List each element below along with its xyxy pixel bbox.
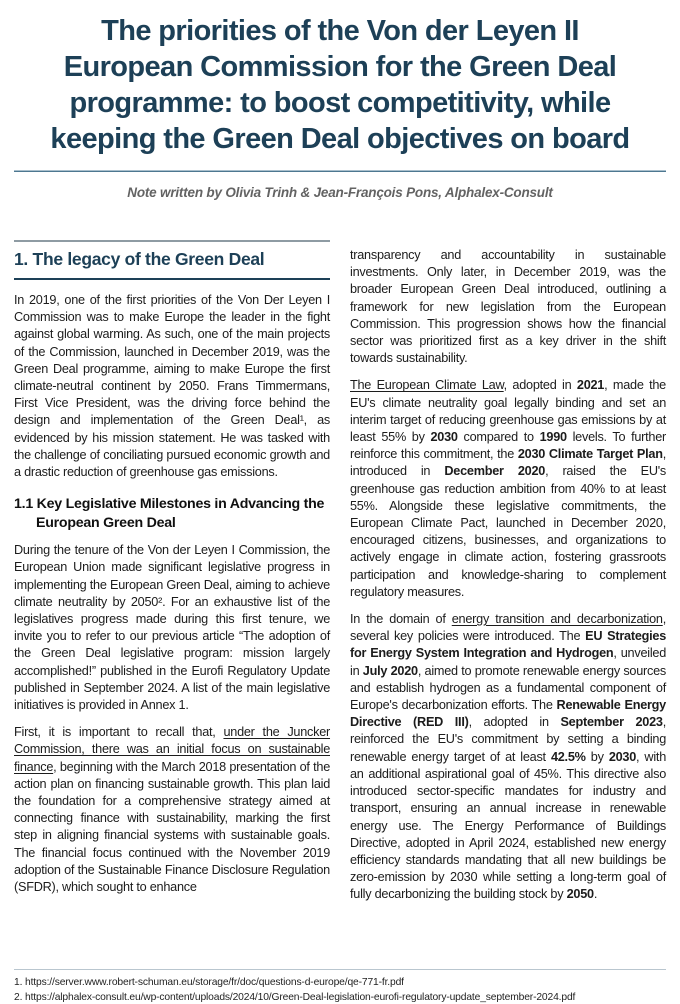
right-column [350,240,666,914]
paragraph-juncker-finance: First, it is important to recall that, under the Juncker Commission, there was an initial focus on sustainable finance, beginning with the March 2018 presentation of the action plan on financing sustainable growth. This plan laid the foundation for a comprehensive strategy aimed at connecting finance with sustainability, marking the first step in aligning financial systems with sustainable goals. The financial focus continued with the November 2019 adoption of the Sustainable Finance Disclosure Regulation (SFDR), which sought to enhance [14,725,331,895]
footnotes [14,966,666,1004]
paragraph-transparency: transparency and accountability in sustainable investments. Only later, in December 2019, was the broader European Green Deal introduced, outlining a framework for new legislation from the European Commission. This progression shows how the financial sector was prioritized first as a key driver in the shift towards sustainability. [350,248,666,366]
page-title-line: keeping the Green Deal objectives on board [50,123,630,155]
page-title [12,13,668,157]
heading-bottom-rule [14,278,330,280]
section-heading-block [14,240,330,280]
section-heading: 1. The legacy of the Green Deal [14,249,265,269]
subsection-heading: 1.1 Key Legislative Milestones in Advancing the European Green Deal [14,496,325,532]
title-divider [14,170,666,172]
page-title-line: programme: to boost competitivity, while [69,87,611,119]
byline: Note written by Olivia Trinh & Jean-François Pons, Alphalex-Consult [127,185,553,200]
page-title-line: European Commission for the Green Deal [63,51,617,83]
paragraph-energy-transition: In the domain of energy transition and decarbonization, several key policies were introduced. The EU Strategies for Energy System Integration and Hydrogen, unveiled in July 2020, aimed to promote renewable energy sources and establish hydrogen as a fundamental component of Europe's decarbonization efforts. The Renewable Energy Directive (RED III), adopted in September 2023, reinforced the EU's commitment by setting a binding renewable energy target of at least 42.5% by 2030, with an additional aspirational goal of 45%. This directive also introduced sector-specific mandates for industry and transport, ensuring an annual increase in renewable energy use. The Energy Performance of Buildings Directive, adopted in April 2024, established new energy efficiency standards mandating that all new buildings be zero-emission by 2030 while setting a long-term goal of fully decarbonizing the building stock by 2050. [350,612,667,902]
two-column-layout [14,240,666,914]
footnote-1: 1. https://server.www.robert-schuman.eu/storage/fr/doc/questions-d-europe/qe-771-fr.pdf [14,977,404,988]
paragraph-legacy-intro: In 2019, one of the first priorities of the Von Der Leyen I Commission was to make Europe the leader in the fight against global warming. As such, one of the main projects of the Commission, launched in December 2019, was the Green Deal programme, aiming to make Europe the first climate-neutral continent by 2050. Frans Timmermans, First Vice President, was the driving force behind the design and implementation of the Green Deal¹, as evidenced by his mission statement. He was tasked with the challenge of conciliating pursued economic growth and a drastic reduction of greenhouse gas emissions. [14,293,330,480]
paragraph-climate-law: The European Climate Law, adopted in 2021, made the EU's climate neutrality goal legally binding and set an interim target of reducing greenhouse gas emissions by at least 55% by 2030 compared to 1990 levels. To further reinforce this commitment, the 2030 Climate Target Plan, introduced in December 2020, raised the EU's greenhouse gas reduction ambition from 40% to at least 55%. Alongside these legislative commitments, the European Climate Pact, launched in December 2020, encouraged citizens, businesses, and organizations to actively engage in climate action, fostering grassroots participation and knowledge-sharing to complement regulatory measures. [350,378,667,599]
page-title-line: The priorities of the Von der Leyen II [101,15,579,47]
left-column [14,240,330,914]
footnote-2: 2. https://alphalex-consult.eu/wp-content/uploads/2024/10/Green-Deal-legislation-eurofi-regulatory-update_september-2024.pdf [14,991,576,1003]
paragraph-milestones: During the tenure of the Von der Leyen I Commission, the European Union made significant legislative progress in implementing the European Green Deal, aiming to achieve climate neutrality by 2050². For an exhaustive list of the legislatives progress made during this first tenure, we invite you to refer to our previous article “The adoption of the Green Deal legislative program: mission largely accomplished!” published in the Eurofi Regulatory Update published in September 2024. A list of the main legislative initiatives is provided in Annex 1. [14,543,330,713]
footnotes-divider [14,969,666,970]
